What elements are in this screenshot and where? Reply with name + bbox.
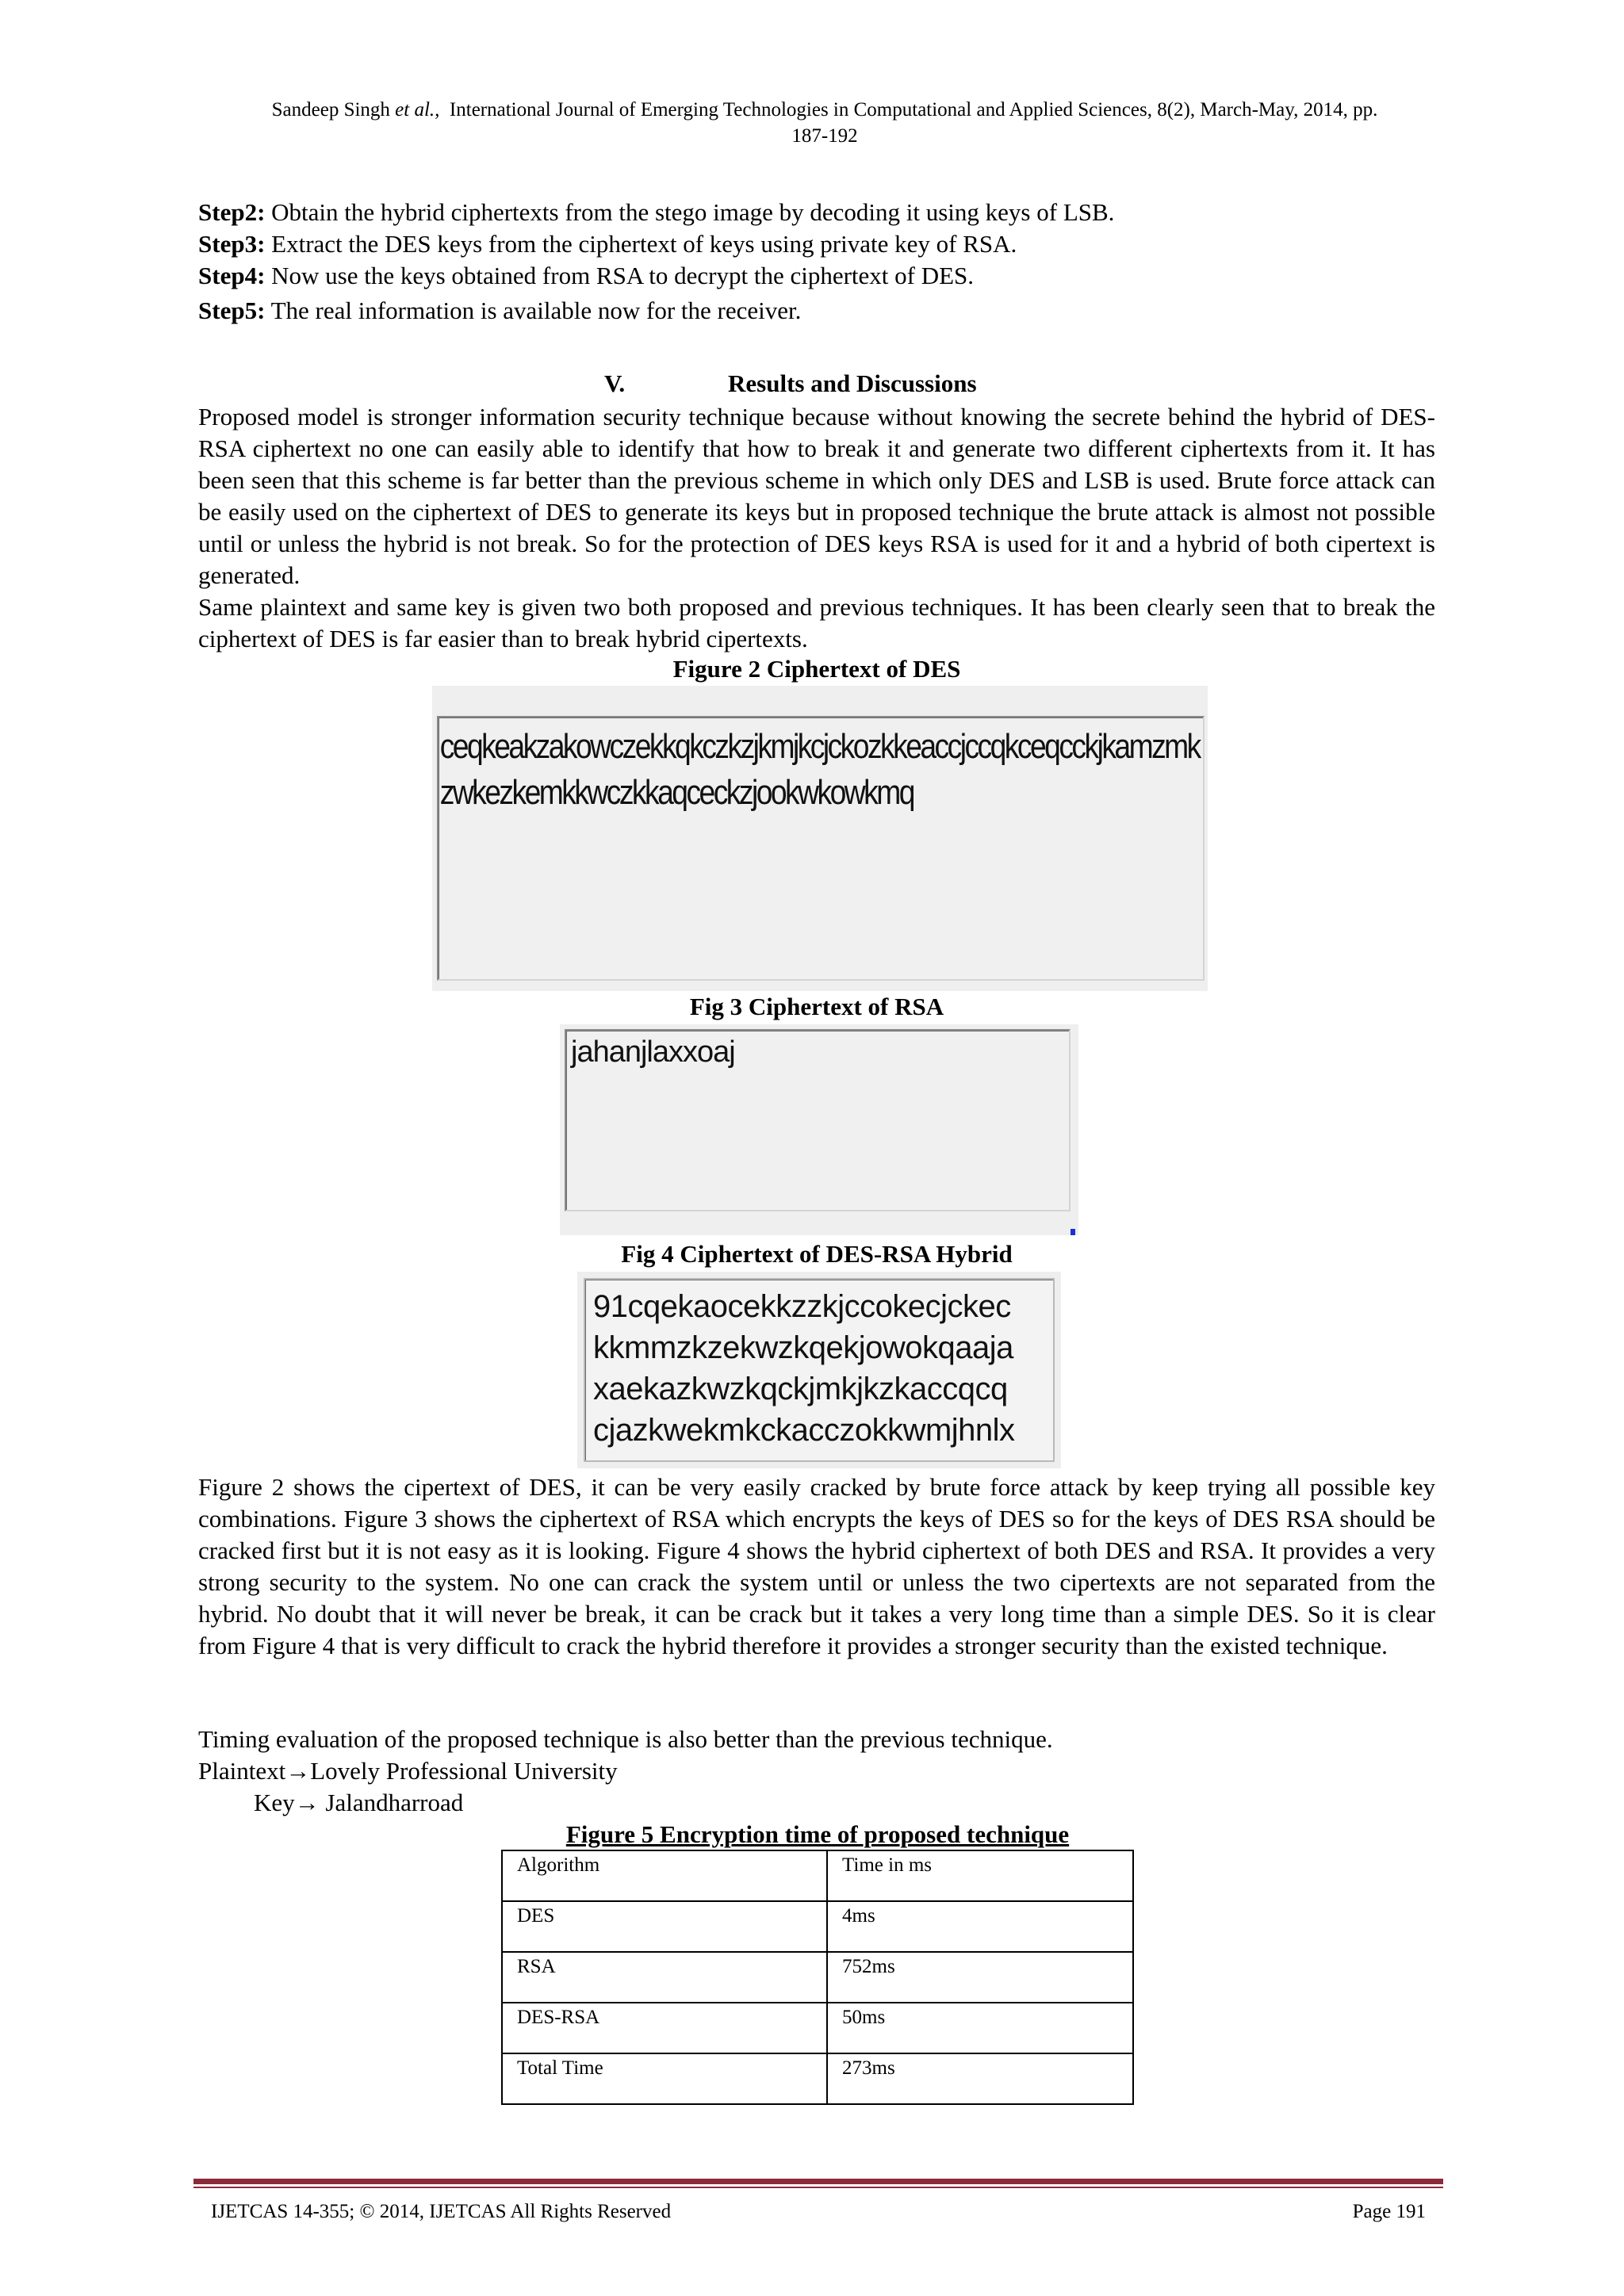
paragraph-3: Figure 2 shows the cipertext of DES, it can be very easily cracked by brute force attack by keep trying all possible key combinations. Figure 3 shows the ciphertext of RSA which encrypts the keys of DES so for the keys of DES RSA should be cracked first but it is not easy as it is looking. Figure 4 shows the hybrid ciphertext of both DES and RSA. It provides a very strong security to the system. No one can crack the system until or unless the two cipertexts are not separated from the hybrid. No doubt that it will never be break, it can be crack but it takes a very long time than a simple DES. So it is clear from Figure 4 that is very difficult to crack the hybrid therefore it provides a stronger security than the existed technique. <box>198 1473 1435 1659</box>
table-row <box>502 2003 1133 2053</box>
table-cell: Total Time <box>502 2053 827 2104</box>
figure-4-caption: Fig 4 Ciphertext of DES-RSA Hybrid <box>621 1240 1013 1268</box>
des-ciphertext-box <box>437 716 1205 981</box>
results-body <box>198 401 1435 655</box>
header-authors: Sandeep Singh <box>271 99 390 121</box>
decryption-steps <box>198 197 1435 327</box>
table-header-row <box>502 1850 1133 1901</box>
section-number: V. <box>604 369 626 397</box>
footer-rule-thin <box>193 2187 1443 2188</box>
figure-3-screenshot <box>560 1024 1078 1235</box>
table-row <box>502 2053 1133 2104</box>
figure-5-caption: Figure 5 Encryption time of proposed technique <box>565 1820 1070 1848</box>
des-ciphertext-line: ceqkeakzakowczekkqkczkzjkmjkcjckozkkeaccjccqkceqcckjkamzmk <box>439 727 1200 766</box>
footer-copyright: IJETCAS 14-355; © 2014, IJETCAS All Rights Reserved <box>211 2201 672 2222</box>
rsa-ciphertext: jahanjlaxxoaj <box>571 1035 735 1069</box>
key-line: Key→ Jalandharroad <box>254 1789 464 1816</box>
table-row <box>502 1952 1133 2003</box>
header-citation <box>190 97 1459 123</box>
table-header-cell: Time in ms <box>827 1850 1133 1901</box>
discussion-body <box>198 1471 1435 1662</box>
step-3: Step3: Extract the DES keys from the ciphertext of keys using private key of RSA. <box>198 230 1017 258</box>
step-5: Step5: The real information is available now for the receiver. <box>198 297 802 324</box>
timing-intro <box>198 1724 1435 1819</box>
paragraph-1: Proposed model is stronger information security technique because without knowing the secrete behind the hybrid of DES-RSA ciphertext no one can easily able to identify that how to break it and generate two different ciphertexts from it. It has been seen that this scheme is far better than the previous scheme in which only DES and LSB is used. Brute force attack can be easily used on the ciphertext of DES to generate its keys but in proposed technique the brute attack is almost not possible until or unless the hybrid is not break. So for the protection of DES keys RSA is used for it and a hybrid of both cipertext is generated. <box>198 403 1435 589</box>
footer-page-number: Page 191 <box>1352 2201 1426 2222</box>
figure-3-caption: Fig 3 Ciphertext of RSA <box>689 993 944 1020</box>
table-cell: 273ms <box>827 2053 1133 2104</box>
des-ciphertext <box>439 718 1200 822</box>
figure-4-screenshot <box>577 1272 1061 1468</box>
header-pages: 187-192 <box>791 125 858 147</box>
rsa-ciphertext-box <box>565 1029 1071 1211</box>
arrow-icon: → <box>294 1789 320 1816</box>
table-cell: 4ms <box>827 1901 1133 1952</box>
hybrid-ciphertext-line: cjazkwekmkckacczokkwmjhnlx <box>593 1413 1015 1448</box>
figure-2-caption: Figure 2 Ciphertext of DES <box>672 655 961 683</box>
hybrid-ciphertext <box>585 1280 1053 1457</box>
header-journal: International Journal of Emerging Technologies in Computational and Applied Sciences, 8(2), March-May, 2014, pp. <box>449 99 1378 121</box>
paragraph-2: Same plaintext and same key is given two both proposed and previous techniques. It has been clearly seen that to break the ciphertext of DES is far easier than to break hybrid cipertexts. <box>198 593 1435 652</box>
hybrid-ciphertext-box <box>584 1278 1055 1462</box>
table-header-cell: Algorithm <box>502 1850 827 1901</box>
hybrid-ciphertext-line: kkmmzkzekwzkqekjowokqaaja <box>593 1330 1013 1365</box>
des-ciphertext-line: zwkezkemkkwczkkaqceckzjookwkowkmq <box>439 773 914 812</box>
header-et-al: et al., <box>395 99 440 121</box>
arrow-icon: → <box>285 1757 311 1785</box>
hybrid-ciphertext-line: 91cqekaocekkzzkjccokecjckec <box>593 1289 1011 1324</box>
figure-2-screenshot <box>432 686 1208 991</box>
table-cell: DES <box>502 1901 827 1952</box>
hybrid-ciphertext-line: xaekazkwzkqckjmkjkzkaccqcq <box>593 1372 1008 1406</box>
step-2: Step2: Obtain the hybrid ciphertexts from the stego image by decoding it using keys of LSB. <box>198 198 1115 226</box>
timing-table <box>501 1850 1134 2105</box>
cursor-marker <box>1071 1229 1075 1235</box>
section-heading <box>198 369 1435 401</box>
table-cell: DES-RSA <box>502 2003 827 2053</box>
footer-rule <box>193 2179 1443 2184</box>
section-title: Results and Discussions <box>728 369 977 397</box>
table-cell: 50ms <box>827 2003 1133 2053</box>
table-cell: 752ms <box>827 1952 1133 2003</box>
running-header <box>190 97 1459 149</box>
table-cell: RSA <box>502 1952 827 2003</box>
table-row <box>502 1901 1133 1952</box>
paragraph-4: Timing evaluation of the proposed technique is also better than the previous technique. <box>198 1725 1053 1753</box>
step-4: Step4: Now use the keys obtained from RSA to decrypt the ciphertext of DES. <box>198 262 975 289</box>
plaintext-line: Plaintext→Lovely Professional University <box>198 1757 618 1785</box>
